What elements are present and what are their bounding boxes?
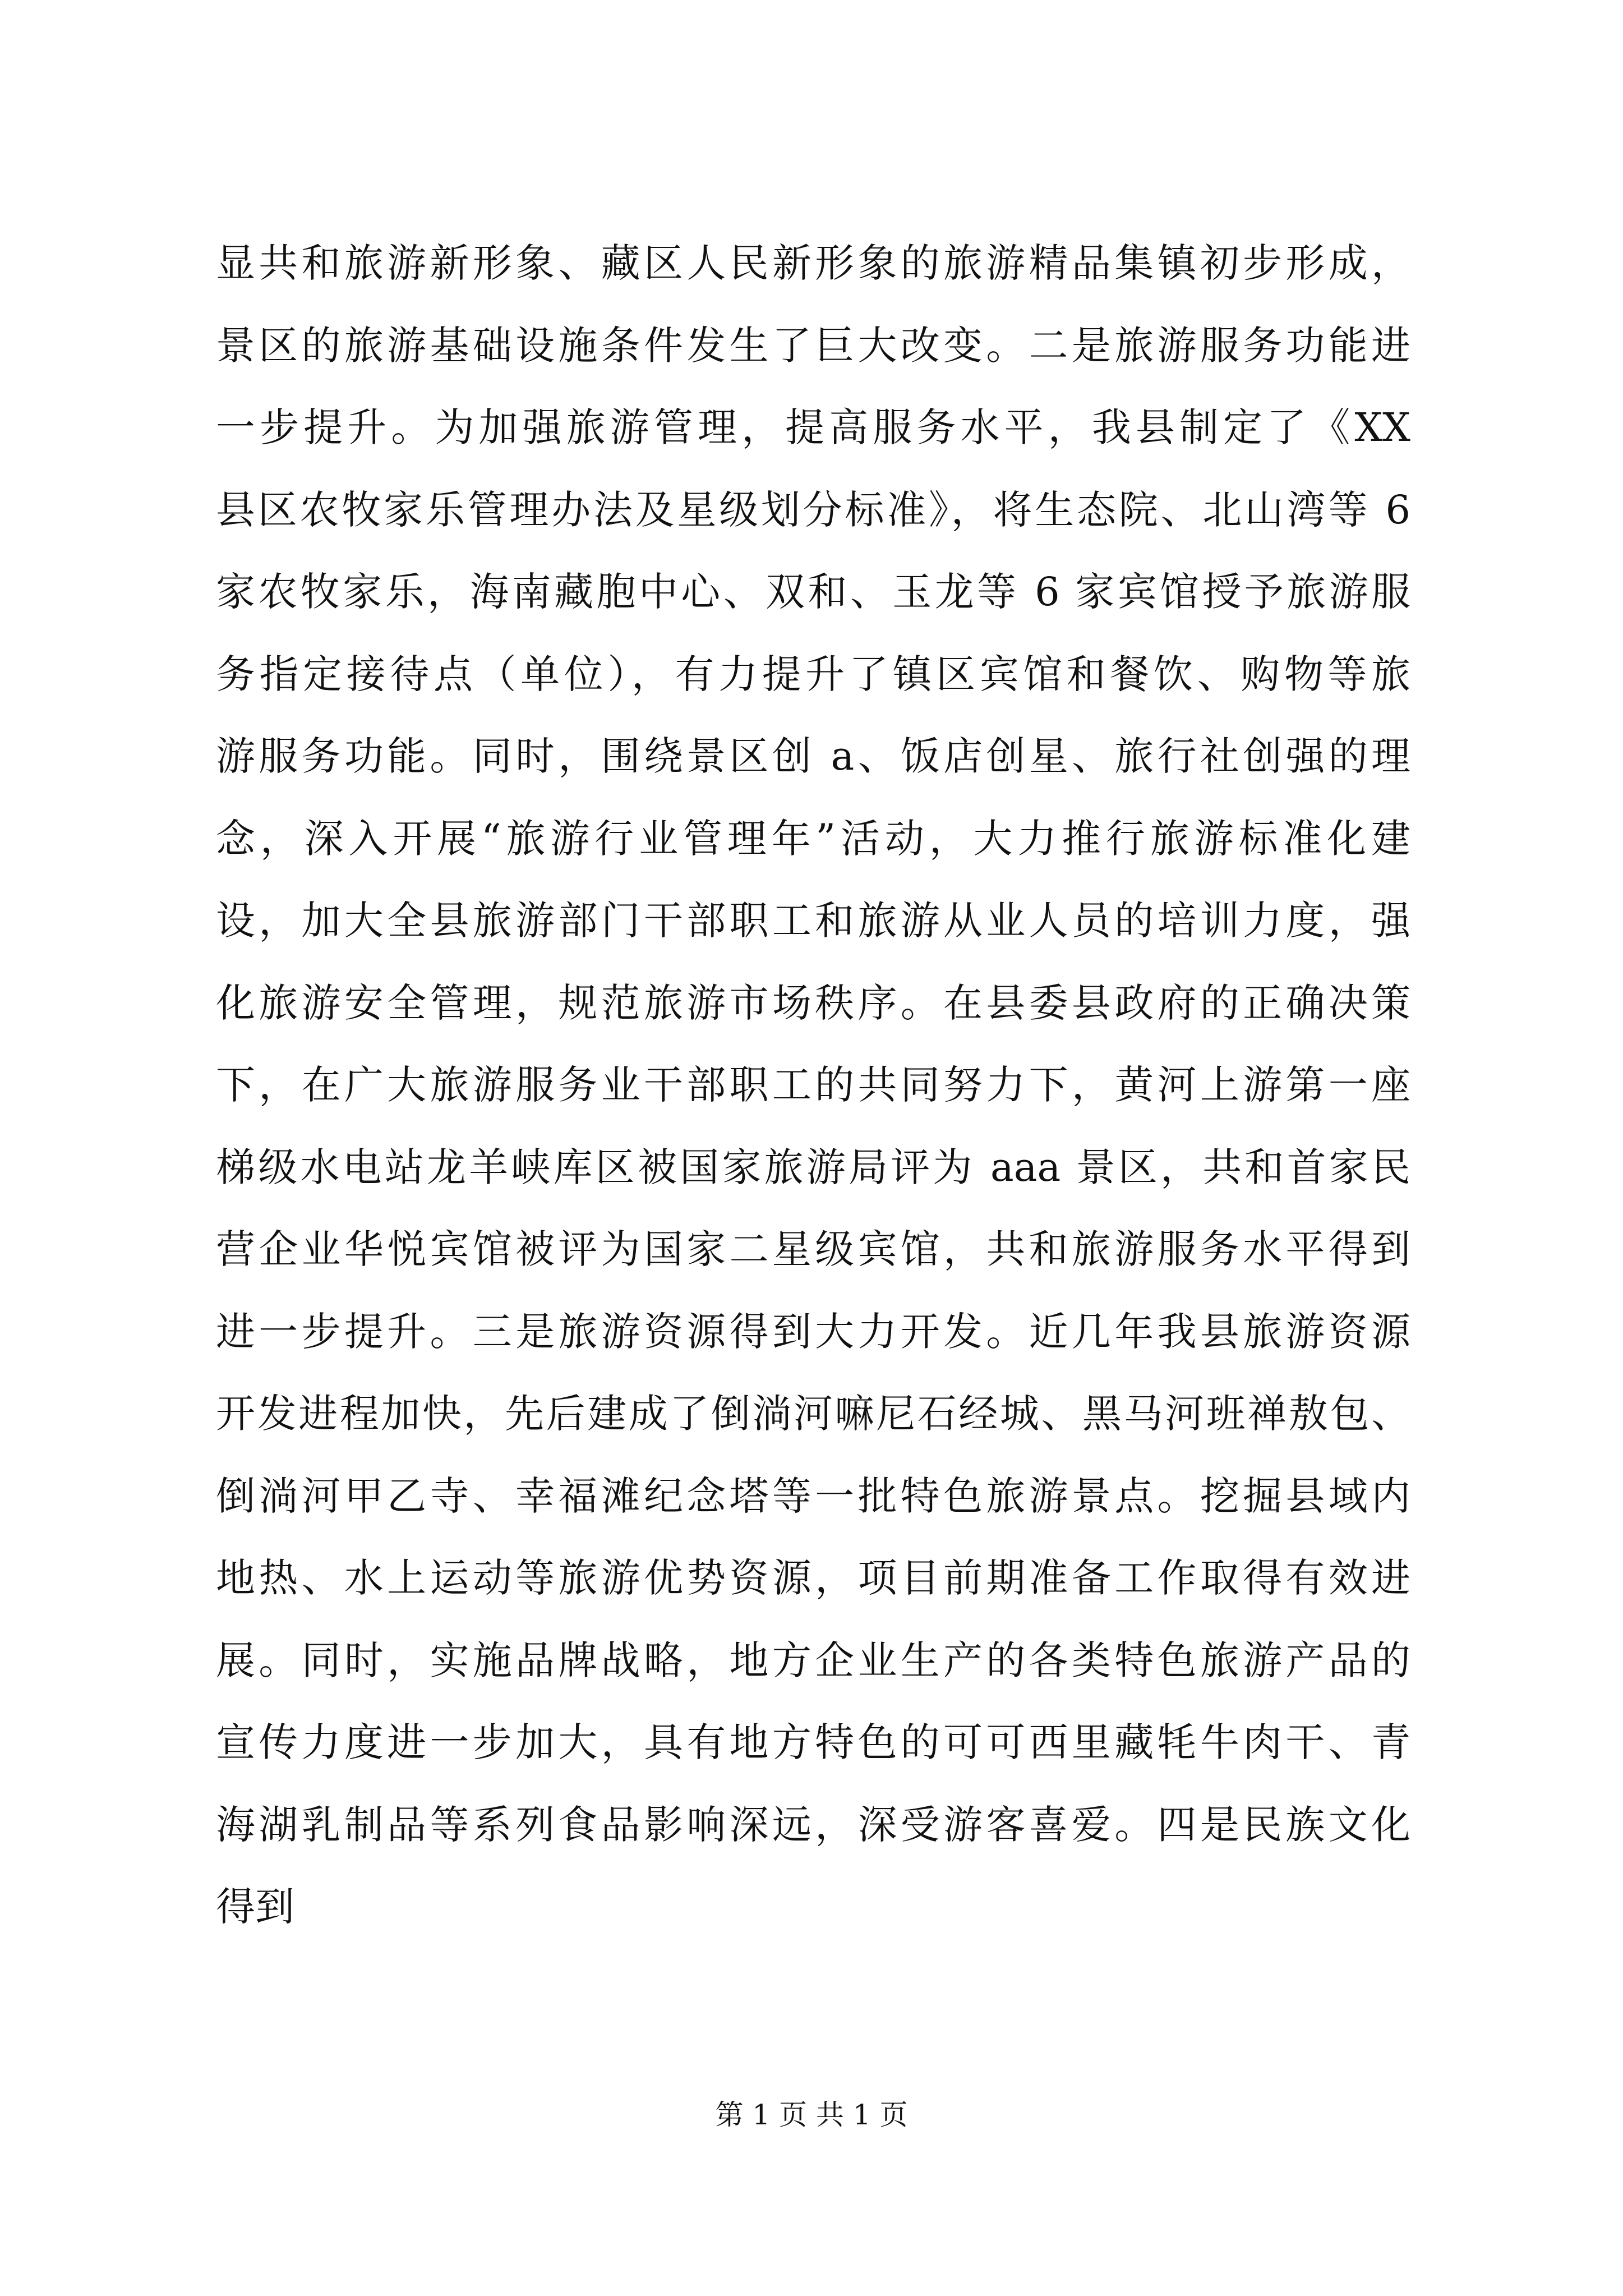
text-line: 宣传力度进一步加大，具有地方特色的可可西里藏牦牛肉干、青 xyxy=(216,1719,1410,1765)
text-line: 下，在广大旅游服务业干部职工的共同努力下，黄河上游第一座 xyxy=(216,1062,1410,1108)
text-line: 营企业华悦宾馆被评为国家二星级宾馆，共和旅游服务水平得到 xyxy=(216,1226,1410,1272)
text-line: 设，加大全县旅游部门干部职工和旅游从业人员的培训力度，强 xyxy=(216,898,1410,944)
text-line: 家农牧家乐，海南藏胞中心、双和、玉龙等 6 家宾馆授予旅游服 xyxy=(216,569,1410,615)
text-line: 化旅游安全管理，规范旅游市场秩序。在县委县政府的正确决策 xyxy=(216,979,1410,1026)
text-line: 梯级水电站龙羊峡库区被国家旅游局评为 aaa 景区，共和首家民 xyxy=(216,1144,1410,1190)
text-line: 得到 xyxy=(216,1884,294,1930)
text-line: 地热、水上运动等旅游优势资源，项目前期准备工作取得有效进 xyxy=(216,1555,1410,1601)
text-line: 景区的旅游基础设施条件发生了巨大改变。二是旅游服务功能进 xyxy=(216,322,1410,369)
text-line: 开发进程加快，先后建成了倒淌河嘛尼石经城、黑马河班禅敖包、 xyxy=(216,1391,1410,1437)
text-line: 念，深入开展“旅游行业管理年”活动，大力推行旅游标准化建 xyxy=(216,815,1410,862)
text-line: 展。同时，实施品牌战略，地方企业生产的各类特色旅游产品的 xyxy=(216,1637,1410,1683)
text-line: 海湖乳制品等系列食品影响深远，深受游客喜爱。四是民族文化 xyxy=(216,1801,1410,1848)
text-line: 一步提升。为加强旅游管理，提高服务水平，我县制定了《XX xyxy=(216,404,1410,450)
text-line: 倒淌河甲乙寺、幸福滩纪念塔等一批特色旅游景点。挖掘县域内 xyxy=(216,1473,1410,1519)
page-footer: 第 1 页 共 1 页 xyxy=(715,2099,908,2131)
text-line: 进一步提升。三是旅游资源得到大力开发。近几年我县旅游资源 xyxy=(216,1308,1410,1355)
body-paragraph xyxy=(216,222,1410,1948)
text-line: 游服务功能。同时，围绕景区创 a、饭店创星、旅行社创强的理 xyxy=(216,733,1410,779)
text-line: 务指定接待点（单位），有力提升了镇区宾馆和餐饮、购物等旅 xyxy=(216,651,1410,697)
text-line: 县区农牧家乐管理办法及星级划分标准》，将生态院、北山湾等 6 xyxy=(216,486,1410,533)
text-line: 显共和旅游新形象、藏区人民新形象的旅游精品集镇初步形成， xyxy=(216,240,1410,286)
